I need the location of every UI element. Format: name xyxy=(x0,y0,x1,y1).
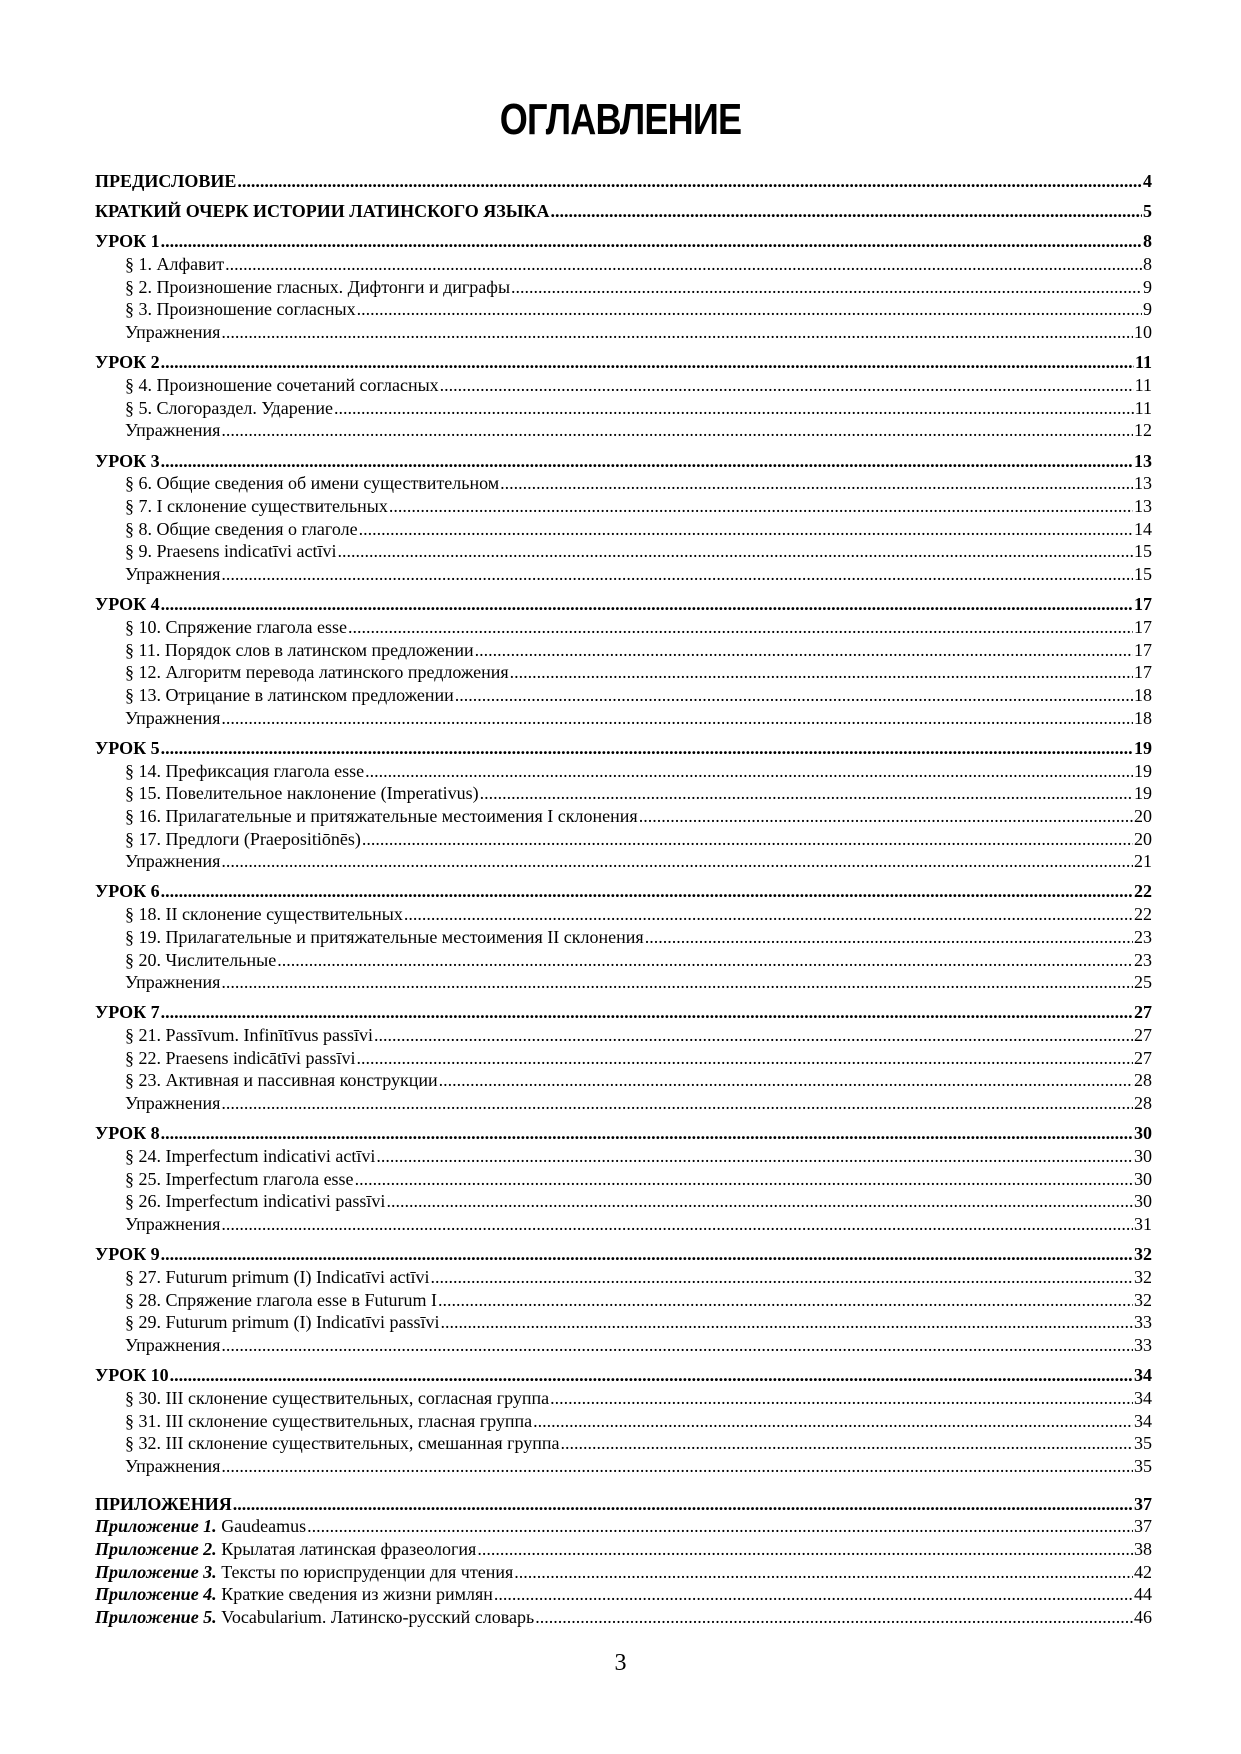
toc-entry-label: § 3. Произношение согласных xyxy=(125,299,356,320)
toc-entry-label: ПРЕДИСЛОВИЕ xyxy=(95,171,237,191)
toc-subsection-entry[interactable] xyxy=(95,1410,1152,1433)
toc-page-number: 22 xyxy=(1134,881,1152,902)
toc-subsection-entry[interactable] xyxy=(95,1024,1152,1047)
toc-entry-label: Упражнения xyxy=(125,564,221,584)
toc-page-number: 17 xyxy=(1134,662,1152,683)
toc-page-number: 13 xyxy=(1134,450,1152,471)
toc-entry-label: § 23. Активная и пассивная конструкции xyxy=(125,1070,438,1091)
toc-subsection-entry[interactable] xyxy=(95,782,1152,805)
dot-leader xyxy=(494,1583,1133,1606)
toc-entry-label xyxy=(95,1561,513,1584)
dot-leader xyxy=(277,949,1133,972)
toc-entry-label: § 4. Произношение сочетаний согласных xyxy=(125,375,439,395)
toc-entry-label: Упражнения xyxy=(125,1214,221,1235)
dot-leader xyxy=(514,1561,1133,1584)
toc-page-number: 20 xyxy=(1134,828,1152,849)
appendix-title: Тексты по юриспруденции для чтения xyxy=(216,1561,514,1582)
toc-page-number: 17 xyxy=(1134,639,1152,660)
toc-subsection-entry[interactable] xyxy=(95,1432,1152,1455)
toc-entry-label xyxy=(95,1606,534,1629)
dot-leader xyxy=(221,1455,1133,1478)
toc-page-number: 18 xyxy=(1134,707,1152,728)
toc-page-number: 17 xyxy=(1134,616,1152,637)
appendix-prefix: Приложение 5. xyxy=(95,1607,217,1628)
toc-subsection-entry[interactable] xyxy=(95,298,1152,321)
dot-leader xyxy=(533,1410,1133,1433)
dot-leader xyxy=(225,253,1142,276)
toc-subsection-entry[interactable] xyxy=(95,1311,1152,1334)
toc-page-number: 12 xyxy=(1134,420,1152,441)
toc-page-number: 15 xyxy=(1134,564,1152,584)
toc-page-number: 8 xyxy=(1143,231,1152,252)
toc-page-number: 20 xyxy=(1134,805,1152,826)
toc-page-number: 38 xyxy=(1134,1539,1152,1559)
toc-appendix-entry[interactable] xyxy=(95,1606,1152,1629)
dot-leader xyxy=(334,397,1134,420)
toc-subsection-entry[interactable] xyxy=(95,760,1152,783)
toc-appendix-entry[interactable] xyxy=(95,1583,1152,1606)
dot-leader xyxy=(221,707,1133,730)
toc-page-number: 5 xyxy=(1143,201,1152,222)
dot-leader xyxy=(500,472,1133,495)
toc-page-number: 19 xyxy=(1134,783,1152,804)
toc-page-number: 22 xyxy=(1134,904,1152,925)
dot-leader xyxy=(639,805,1133,828)
dot-leader xyxy=(161,1122,1133,1145)
toc-entry-label: § 5. Слогораздел. Ударение xyxy=(125,397,333,418)
toc-page-number: 27 xyxy=(1134,1047,1152,1068)
toc-subsection-entry[interactable] xyxy=(95,805,1152,828)
dot-leader xyxy=(161,351,1134,374)
toc-page-number: 10 xyxy=(1134,322,1152,343)
toc-subsection-entry[interactable] xyxy=(95,1047,1152,1070)
dot-leader xyxy=(161,593,1133,616)
dot-leader xyxy=(362,828,1133,851)
appendix-title: Крылатая латинская фразеология xyxy=(216,1539,477,1559)
dot-leader xyxy=(404,903,1133,926)
toc-subsection-entry[interactable] xyxy=(95,253,1152,276)
toc-page-number: 11 xyxy=(1134,375,1152,395)
toc-section-entry[interactable] xyxy=(95,593,1152,616)
toc-page-number: 4 xyxy=(1143,171,1152,191)
appendix-prefix: Приложение 2. xyxy=(95,1539,217,1559)
dot-leader xyxy=(233,1493,1133,1516)
toc-subsection-entry[interactable] xyxy=(95,518,1152,541)
toc-subsection-entry[interactable] xyxy=(95,639,1152,662)
toc-page-number: 21 xyxy=(1134,851,1152,872)
toc-entry-label: КРАТКИЙ ОЧЕРК ИСТОРИИ ЛАТИНСКОГО ЯЗЫКА xyxy=(95,201,550,222)
toc-page-number: 19 xyxy=(1134,760,1152,781)
dot-leader xyxy=(170,1364,1133,1387)
toc-entry-label: УРОК 9 xyxy=(95,1244,160,1265)
toc-entry-label: § 6. Общие сведения об имени существительном xyxy=(125,473,500,494)
toc-section-entry[interactable] xyxy=(95,1122,1152,1145)
toc-entry-label: ПРИЛОЖЕНИЯ xyxy=(95,1493,232,1514)
toc-page-number: 27 xyxy=(1134,1002,1152,1023)
toc-entry-label: § 9. Praesens indicatīvi actīvi xyxy=(125,541,337,562)
table-of-contents xyxy=(95,170,1152,1629)
toc-subsection-entry[interactable] xyxy=(95,850,1152,873)
dot-leader xyxy=(161,230,1142,253)
toc-entry-label: § 22. Praesens indicātīvi passīvi xyxy=(125,1047,356,1068)
appendix-title: Vocabularium. Латинско-русский словарь xyxy=(216,1607,535,1628)
toc-subsection-entry[interactable] xyxy=(95,971,1152,994)
dot-leader xyxy=(221,1092,1133,1115)
toc-entry-label: § 11. Порядок слов в латинском предложении xyxy=(125,639,474,660)
toc-page-number: 37 xyxy=(1134,1516,1152,1537)
toc-subsection-entry[interactable] xyxy=(95,661,1152,684)
dot-leader xyxy=(389,495,1133,518)
toc-entry-label: § 17. Предлоги (Praepositiōnēs) xyxy=(125,828,361,849)
toc-page-number: 30 xyxy=(1134,1146,1152,1166)
appendix-prefix: Приложение 1. xyxy=(95,1516,217,1537)
dot-leader xyxy=(440,374,1134,397)
toc-entry-label: § 12. Алгоритм перевода латинского предложения xyxy=(125,662,509,683)
dot-leader xyxy=(475,639,1133,662)
toc-entry-label: УРОК 2 xyxy=(95,352,160,373)
toc-entry-label: § 24. Imperfectum indicativi actīvi xyxy=(125,1146,376,1166)
toc-entry-label: Упражнения xyxy=(125,1093,221,1114)
dot-leader xyxy=(237,170,1142,193)
toc-entry-label: § 30. III склонение существительных, согласная группа xyxy=(125,1387,550,1408)
dot-leader xyxy=(480,782,1133,805)
toc-appendix-entry[interactable] xyxy=(95,1561,1152,1584)
dot-leader xyxy=(161,1001,1133,1024)
dot-leader xyxy=(337,540,1133,563)
toc-page-number: 13 xyxy=(1134,473,1152,494)
toc-subsection-entry[interactable] xyxy=(95,903,1152,926)
dot-leader xyxy=(359,518,1133,541)
toc-subsection-entry[interactable] xyxy=(95,707,1152,730)
toc-entry-label: § 21. Passīvum. Infinītīvus passīvi xyxy=(125,1025,374,1046)
toc-page-number: 25 xyxy=(1134,972,1152,993)
toc-page-number: 17 xyxy=(1134,594,1152,615)
toc-section-entry[interactable] xyxy=(95,1364,1152,1387)
toc-entry-label xyxy=(95,1538,476,1561)
toc-entry-label: § 14. Префиксация глагола esse xyxy=(125,760,365,781)
appendix-prefix: Приложение 3. xyxy=(95,1561,217,1582)
toc-entry-label xyxy=(95,1583,493,1606)
dot-leader xyxy=(161,1243,1133,1266)
toc-subsection-entry[interactable] xyxy=(95,276,1152,299)
appendix-title: Краткие сведения из жизни римлян xyxy=(216,1584,493,1605)
toc-entry-label: § 1. Алфавит xyxy=(125,254,225,275)
dot-leader xyxy=(561,1432,1133,1455)
toc-subsection-entry[interactable] xyxy=(95,397,1152,420)
toc-entry-label: УРОК 6 xyxy=(95,881,160,902)
toc-page-number: 9 xyxy=(1143,299,1152,320)
toc-section-entry[interactable] xyxy=(95,200,1152,223)
toc-entry-label: § 27. Futurum primum (I) Indicatīvi actīvi xyxy=(125,1266,430,1287)
toc-section-entry[interactable] xyxy=(95,450,1152,473)
dot-leader xyxy=(161,450,1133,473)
toc-subsection-entry[interactable] xyxy=(95,828,1152,851)
toc-page-number: 34 xyxy=(1134,1387,1152,1408)
dot-leader xyxy=(430,1266,1133,1289)
toc-page-number: 8 xyxy=(1143,254,1152,275)
toc-page-number: 28 xyxy=(1134,1093,1152,1114)
toc-page-number: 11 xyxy=(1134,352,1152,373)
dot-leader xyxy=(535,1606,1133,1629)
toc-subsection-entry[interactable] xyxy=(95,374,1152,397)
toc-section-entry[interactable] xyxy=(95,170,1152,193)
toc-entry-label: § 32. III склонение существительных, смешанная группа xyxy=(125,1433,560,1454)
toc-page-number: 13 xyxy=(1134,495,1152,516)
toc-entry-label: § 26. Imperfectum indicativi passīvi xyxy=(125,1191,386,1212)
toc-subsection-entry[interactable] xyxy=(95,1092,1152,1115)
dot-leader xyxy=(440,1311,1133,1334)
dot-leader xyxy=(376,1145,1133,1168)
dot-leader xyxy=(510,661,1133,684)
toc-entry-label: § 18. II склонение существительных xyxy=(125,904,403,925)
toc-entry-label: § 29. Futurum primum (I) Indicatīvi passīvi xyxy=(125,1312,440,1333)
toc-page-number: 32 xyxy=(1134,1289,1152,1310)
toc-entry-label: § 19. Прилагательные и притяжательные местоимения II склонения xyxy=(125,926,644,947)
dot-leader xyxy=(356,1047,1133,1070)
toc-entry-label xyxy=(95,1515,306,1538)
toc-page-number: 34 xyxy=(1134,1410,1152,1431)
toc-entry-label: Упражнения xyxy=(125,707,221,728)
dot-leader xyxy=(221,1213,1133,1236)
toc-subsection-entry[interactable] xyxy=(95,1387,1152,1410)
toc-page-number: 42 xyxy=(1134,1561,1152,1582)
dot-leader xyxy=(221,1334,1133,1357)
toc-section-entry[interactable] xyxy=(95,351,1152,374)
toc-entry-label: Упражнения xyxy=(125,972,221,993)
dot-leader xyxy=(307,1515,1133,1538)
appendix-title: Gaudeamus xyxy=(216,1516,307,1537)
toc-entry-label: Упражнения xyxy=(125,851,221,872)
dot-leader xyxy=(221,419,1133,442)
toc-entry-label: § 16. Прилагательные и притяжательные местоимения I склонения xyxy=(125,805,638,826)
dot-leader xyxy=(161,737,1133,760)
toc-entry-label: Упражнения xyxy=(125,1335,221,1355)
toc-entry-label: УРОК 3 xyxy=(95,450,160,471)
dot-leader xyxy=(477,1538,1133,1561)
dot-leader xyxy=(221,850,1133,873)
toc-subsection-entry[interactable] xyxy=(95,563,1152,586)
toc-subsection-entry[interactable] xyxy=(95,1266,1152,1289)
toc-entry-label: § 28. Спряжение глагола esse в Futurum I xyxy=(125,1289,437,1310)
toc-page-number: 27 xyxy=(1134,1025,1152,1046)
dot-leader xyxy=(348,616,1133,639)
toc-entry-label: § 25. Imperfectum глагола esse xyxy=(125,1168,354,1189)
toc-section-entry[interactable] xyxy=(95,737,1152,760)
toc-entry-label: § 15. Повелительное наклонение (Imperativus) xyxy=(125,783,479,804)
dot-leader xyxy=(511,276,1142,299)
toc-entry-label: УРОК 5 xyxy=(95,737,160,758)
toc-subsection-entry[interactable] xyxy=(95,1168,1152,1191)
dot-leader xyxy=(550,200,1142,223)
dot-leader xyxy=(357,298,1142,321)
toc-entry-label: § 10. Спряжение глагола esse xyxy=(125,616,347,637)
toc-entry-label: § 7. I склонение существительных xyxy=(125,495,388,516)
toc-entry-label: УРОК 7 xyxy=(95,1002,160,1023)
toc-page-number: 35 xyxy=(1134,1455,1152,1476)
toc-page-number: 34 xyxy=(1134,1365,1152,1386)
dot-leader xyxy=(221,563,1133,586)
page-title: ОГЛАВЛЕНИЕ xyxy=(499,95,742,144)
toc-subsection-entry[interactable] xyxy=(95,419,1152,442)
toc-page-number: 11 xyxy=(1134,397,1152,418)
toc-subsection-entry[interactable] xyxy=(95,1289,1152,1312)
toc-section-entry[interactable] xyxy=(95,1001,1152,1024)
toc-page-number: 37 xyxy=(1134,1493,1152,1514)
toc-subsection-entry[interactable] xyxy=(95,1190,1152,1213)
toc-subsection-entry[interactable] xyxy=(95,949,1152,972)
dot-leader xyxy=(550,1387,1133,1410)
toc-page-number: 31 xyxy=(1134,1214,1152,1235)
toc-page-number: 30 xyxy=(1134,1191,1152,1212)
toc-section-entry[interactable] xyxy=(95,1243,1152,1266)
toc-entry-label: УРОК 1 xyxy=(95,231,160,252)
toc-page-number: 23 xyxy=(1134,926,1152,947)
dot-leader xyxy=(438,1289,1133,1312)
toc-appendix-entry[interactable] xyxy=(95,1515,1152,1538)
toc-subsection-entry[interactable] xyxy=(95,926,1152,949)
toc-page-number: 9 xyxy=(1143,276,1152,297)
toc-subsection-entry[interactable] xyxy=(95,1455,1152,1478)
dot-leader xyxy=(221,321,1133,344)
toc-subsection-entry[interactable] xyxy=(95,616,1152,639)
dot-leader xyxy=(365,760,1133,783)
toc-page-number: 33 xyxy=(1134,1312,1152,1333)
toc-entry-label: § 2. Произношение гласных. Дифтонги и диграфы xyxy=(125,276,511,297)
toc-section-entry[interactable] xyxy=(95,1493,1152,1516)
dot-leader xyxy=(221,971,1133,994)
dot-leader xyxy=(161,880,1133,903)
toc-entry-label: УРОК 4 xyxy=(95,594,160,615)
toc-entry-label: § 20. Числительные xyxy=(125,949,277,970)
toc-subsection-entry[interactable] xyxy=(95,472,1152,495)
toc-page-number: 30 xyxy=(1134,1123,1152,1144)
toc-entry-label: УРОК 10 xyxy=(95,1365,169,1386)
toc-subsection-entry[interactable] xyxy=(95,1213,1152,1236)
dot-leader xyxy=(439,1069,1133,1092)
toc-page-number: 32 xyxy=(1134,1244,1152,1265)
toc-appendix-entry[interactable] xyxy=(95,1538,1152,1561)
toc-page-number: 35 xyxy=(1134,1433,1152,1454)
toc-subsection-entry[interactable] xyxy=(95,540,1152,563)
toc-section-entry[interactable] xyxy=(95,230,1152,253)
toc-page-number: 19 xyxy=(1134,737,1152,758)
toc-page-number: 33 xyxy=(1134,1335,1152,1355)
toc-page-number: 30 xyxy=(1134,1168,1152,1189)
toc-entry-label: УРОК 8 xyxy=(95,1123,160,1144)
toc-page-number: 14 xyxy=(1134,518,1152,539)
toc-subsection-entry[interactable] xyxy=(95,684,1152,707)
page-number: 3 xyxy=(614,1650,627,1676)
dot-leader xyxy=(355,1168,1133,1191)
toc-page-number: 15 xyxy=(1134,541,1152,562)
toc-entry-label: Упражнения xyxy=(125,1455,221,1476)
toc-entry-label: § 8. Общие сведения о глаголе xyxy=(125,518,358,539)
dot-leader xyxy=(374,1024,1133,1047)
toc-entry-label: Упражнения xyxy=(125,420,221,441)
toc-page-number: 32 xyxy=(1134,1266,1152,1287)
toc-subsection-entry[interactable] xyxy=(95,321,1152,344)
toc-page-number: 44 xyxy=(1134,1584,1152,1605)
toc-subsection-entry[interactable] xyxy=(95,495,1152,518)
toc-page-number: 28 xyxy=(1134,1070,1152,1091)
toc-entry-label: Упражнения xyxy=(125,322,221,343)
toc-page-number: 18 xyxy=(1134,684,1152,705)
toc-page-number: 23 xyxy=(1134,949,1152,970)
toc-section-entry[interactable] xyxy=(95,880,1152,903)
toc-entry-label: § 31. III склонение существительных, гласная группа xyxy=(125,1410,533,1431)
dot-leader xyxy=(645,926,1133,949)
appendix-prefix: Приложение 4. xyxy=(95,1584,217,1605)
toc-subsection-entry[interactable] xyxy=(95,1334,1152,1357)
toc-entry-label: § 13. Отрицание в латинском предложении xyxy=(125,684,454,705)
toc-subsection-entry[interactable] xyxy=(95,1069,1152,1092)
toc-page-number: 46 xyxy=(1134,1607,1152,1628)
dot-leader xyxy=(455,684,1133,707)
dot-leader xyxy=(386,1190,1133,1213)
toc-subsection-entry[interactable] xyxy=(95,1145,1152,1168)
